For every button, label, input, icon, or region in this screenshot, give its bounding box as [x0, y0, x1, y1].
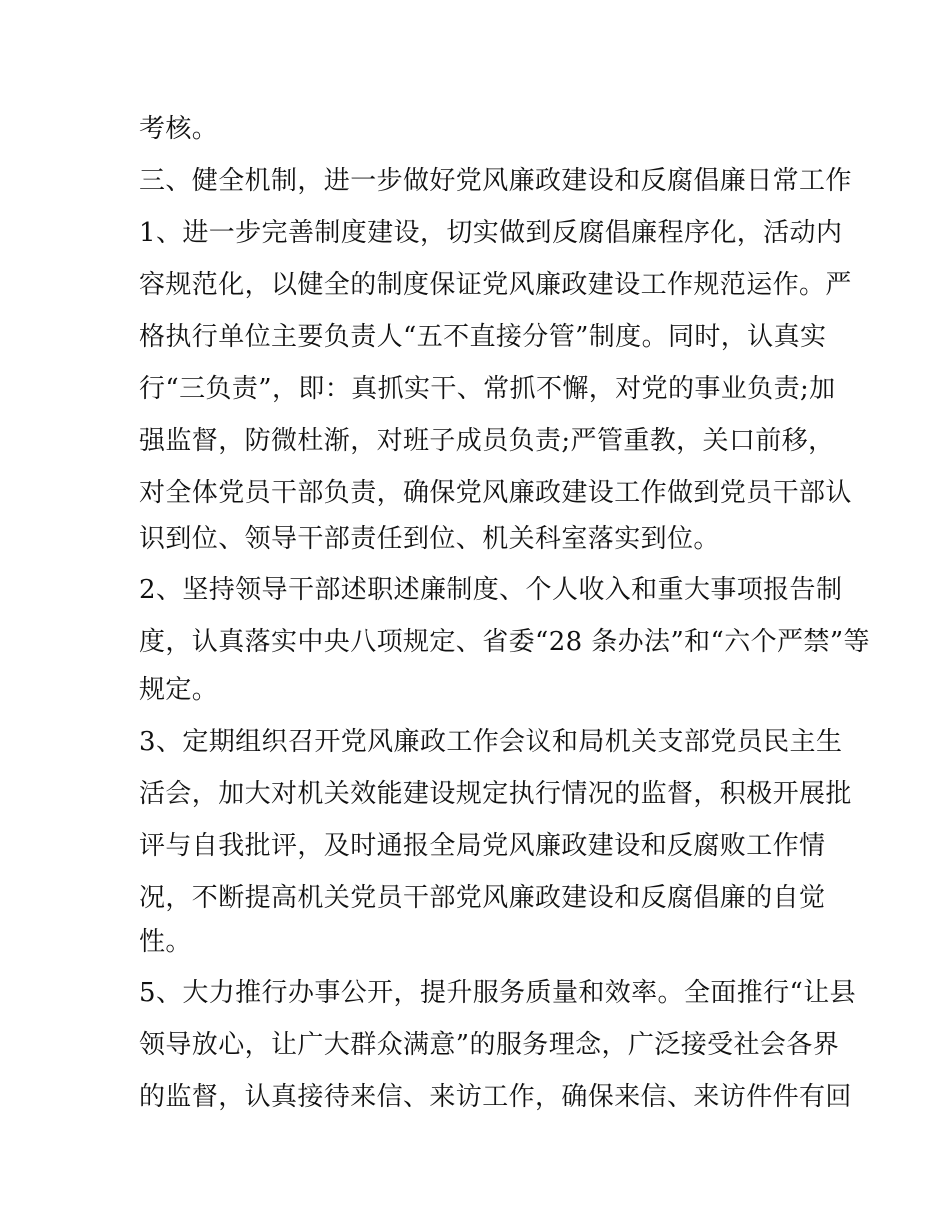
text-line: 行“三负责”，即：真抓实干、常抓不懈，对党的事业负责;加 [139, 374, 836, 404]
text-line: 识到位、领导干部责任到位、机关科室落实到位。 [139, 524, 720, 554]
text-line: 领导放心，让广大群众满意”的服务理念，广泛接受社会各界 [139, 1030, 840, 1060]
text-line: 规定。 [139, 675, 219, 705]
text-line: 性。 [139, 927, 192, 957]
text-line: 5、大力推行办事公开，提升服务质量和效率。全面推行“让县 [139, 978, 857, 1008]
text-line: 3、定期组织召开党风廉政工作会议和局机关支部党员民主生 [139, 727, 843, 757]
section-heading: 三、健全机制，进一步做好党风廉政建设和反腐倡廉日常工作 [139, 166, 852, 196]
text-line: 的监督，认真接待来信、来访工作，确保来信、来访件件有回 [139, 1082, 852, 1112]
text-line: 活会，加大对机关效能建设规定执行情况的监督，积极开展批 [139, 779, 852, 809]
text-line: 格执行单位主要负责人“五不直接分管”制度。同时，认真实 [139, 322, 827, 352]
text-line: 评与自我批评，及时通报全局党风廉政建设和反腐败工作情 [139, 831, 826, 861]
text-line: 强监督，防微杜渐，对班子成员负责;严管重教，关口前移， [139, 426, 835, 456]
text-line: 2、坚持领导干部述职述廉制度、个人收入和重大事项报告制 [139, 575, 843, 605]
text-line: 容规范化，以健全的制度保证党风廉政建设工作规范运作。严 [139, 270, 852, 300]
text-line: 1、进一步完善制度建设，切实做到反腐倡廉程序化，活动内 [139, 218, 843, 248]
text-line: 对全体党员干部负责，确保党风廉政建设工作做到党员干部认 [139, 478, 852, 508]
text-line: 度，认真落实中央八项规定、省委“28 条办法”和“六个严禁”等 [139, 627, 870, 657]
text-line: 考核。 [139, 114, 219, 144]
text-line: 况，不断提高机关党员干部党风廉政建设和反腐倡廉的自觉 [139, 883, 826, 913]
